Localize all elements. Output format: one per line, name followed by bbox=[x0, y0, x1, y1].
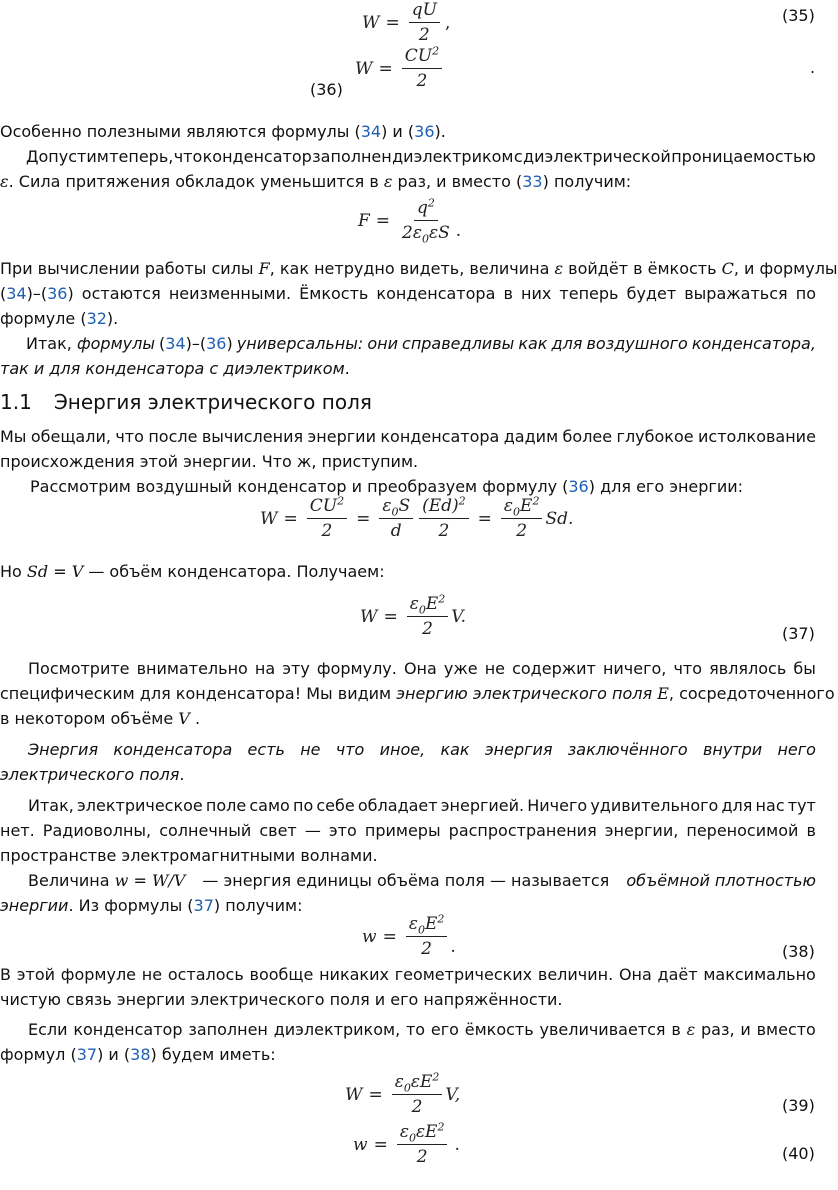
paragraph-universal-line2: так и для конденсатора с диэлектриком. bbox=[0, 359, 350, 378]
paragraph-consider: Рассмотрим воздушный конденсатор и преобразуем формулу (36) для его энергии: bbox=[30, 477, 744, 496]
formula-ref-link[interactable]: 34 bbox=[165, 334, 186, 353]
eq-operator: = bbox=[385, 12, 400, 33]
fraction: $\frac{\varepsilon_0S}{d}$ bbox=[379, 496, 413, 541]
paragraph-work-line3: формуле (32). bbox=[0, 309, 119, 328]
equation-40: w = $\frac{\varepsilon_0\varepsilon E^2}{2}$ . bbox=[353, 1120, 460, 1167]
equation-energy-chain: W = $\frac{CU^2}{2}$ = $\frac{\varepsilon_0S}{d}$ $\frac{(Ed)^2}{2}$ = $\frac{\varepsilon_0E^2}{2}$ Sd. bbox=[260, 494, 574, 541]
equation-36 bbox=[355, 46, 445, 91]
eq-number-36: (36) bbox=[310, 80, 343, 99]
formula-ref-link[interactable]: 36 bbox=[568, 477, 589, 496]
section-heading bbox=[0, 390, 372, 414]
paragraph-density-line1: Величина w = W/V — энергия единицы объёма поля — называется объёмной плотностью bbox=[28, 871, 816, 890]
formula-ref-link[interactable]: 36 bbox=[414, 122, 435, 141]
paragraph-lookat-line2: специфическим для конденсатора! Мы видим энергию электрического поля E, сосредоточенного bbox=[0, 684, 835, 703]
paragraph-work-line1: При вычислении работы силы F, как нетрудно видеть, величина ε войдёт в ёмкость C, и формулы bbox=[0, 259, 838, 278]
fraction: $\frac{\varepsilon_0\varepsilon E^2}{2}$ bbox=[392, 1072, 443, 1117]
eq-lhs: W bbox=[362, 12, 380, 33]
fraction: $\frac{\varepsilon_0E^2}{2}$ bbox=[407, 594, 449, 639]
eq-operator: = bbox=[378, 58, 393, 79]
fraction: $\frac{CU^2}{2}$ bbox=[307, 496, 347, 541]
paragraph-dielectric-line2: ε. Сила притяжения обкладок уменьшится в ε раз, и вместо (33) получим: bbox=[0, 172, 632, 191]
paragraph-capacitor-energy-line1: Энергия конденсатора есть не что иное, как энергия заключённого внутри него bbox=[28, 740, 816, 759]
equation-37: W = $\frac{\varepsilon_0E^2}{2}$ V. bbox=[360, 592, 466, 639]
paragraph-formulas-useful: Особенно полезными являются формулы (34) и (36). bbox=[0, 122, 446, 141]
formula-ref-link[interactable]: 32 bbox=[86, 309, 107, 328]
paragraph-field-energy-line2: нет. Радиоволны, солнечный свет — это примеры распространения энергии, переносимой в bbox=[0, 821, 816, 840]
fraction bbox=[402, 46, 442, 91]
paragraph-universal-line1: Итак, формулы (34)–(36) универсальны: они справедливы как для воздушного конденсатора, bbox=[26, 334, 816, 353]
formula-ref-link[interactable]: 33 bbox=[522, 172, 543, 191]
fraction: $\frac{\varepsilon_0E^2}{2}$ bbox=[406, 914, 448, 959]
paragraph-geometry-line2: чистую связь энергии электрического поля и его напряжённости. bbox=[0, 990, 563, 1009]
denominator: $2\varepsilon_0\varepsilon S$ bbox=[402, 223, 450, 246]
eq-lhs: W bbox=[355, 58, 373, 79]
formula-ref-link[interactable]: 36 bbox=[206, 334, 227, 353]
paragraph-dielectric-filled-line1: Если конденсатор заполнен диэлектриком, то его ёмкость увеличивается в ε раз, и вместо bbox=[28, 1020, 816, 1039]
eq-operator: = bbox=[375, 210, 391, 231]
equation-38: w = $\frac{\varepsilon_0E^2}{2}$ . bbox=[362, 912, 456, 959]
equation-force bbox=[358, 196, 462, 246]
section-number: 1.1 bbox=[0, 390, 32, 414]
denominator: 2 bbox=[416, 71, 428, 91]
formula-ref-link[interactable]: 34 bbox=[360, 122, 382, 141]
paragraph-dielectric-line1: Допустим теперь, что конденсатор заполнен диэлектриком с диэлектрической проницаемостью bbox=[26, 147, 816, 166]
fraction bbox=[399, 196, 453, 246]
formula-ref-link[interactable]: 34 bbox=[6, 284, 27, 303]
paragraph-field-energy-line1: Итак, электрическое поле само по себе обладает энергией. Ничего удивительного для нас тут bbox=[28, 796, 816, 815]
formula-ref-link[interactable]: 36 bbox=[47, 284, 68, 303]
eq-lhs: F bbox=[358, 210, 370, 231]
eq-punct: . bbox=[810, 58, 816, 77]
eq-number-37: (37) bbox=[782, 624, 815, 643]
equation-39: W = $\frac{\varepsilon_0\varepsilon E^2}{2}$ V, bbox=[345, 1070, 461, 1117]
fraction: $\frac{\varepsilon_0\varepsilon E^2}{2}$ bbox=[397, 1122, 448, 1167]
numerator: $q^2$ bbox=[414, 198, 438, 221]
formula-ref-link[interactable]: 37 bbox=[193, 896, 214, 915]
eq-number-38: (38) bbox=[782, 942, 815, 961]
eq-number-40: (40) bbox=[782, 1144, 815, 1163]
numerator: $CU^2$ bbox=[402, 46, 442, 69]
eq-punct: . bbox=[455, 221, 462, 241]
paragraph-capacitor-energy-line2: электрического поля. bbox=[0, 765, 185, 784]
paragraph-lookat-line1: Посмотрите внимательно на эту формулу. Она уже не содержит ничего, что являлось бы bbox=[28, 659, 816, 678]
paragraph-dielectric-filled-line2: формул (37) и (38) будем иметь: bbox=[0, 1045, 276, 1064]
fraction: $\frac{(Ed)^2}{2}$ bbox=[419, 496, 469, 541]
denominator: 2 bbox=[418, 25, 430, 45]
paragraph-work-line2: (34)–(36) остаются неизменными. Ёмкость конденсатора в них теперь будет выражаться по bbox=[0, 284, 816, 303]
paragraph-lookat-line3: в некотором объёме V . bbox=[0, 709, 201, 728]
paragraph-density-line2: энергии. Из формулы (37) получим: bbox=[0, 896, 303, 915]
eq-number-39: (39) bbox=[782, 1096, 815, 1115]
formula-ref-link[interactable]: 38 bbox=[130, 1045, 151, 1064]
eq-punct: , bbox=[444, 12, 451, 33]
fraction: $\frac{\varepsilon_0E^2}{2}$ bbox=[501, 496, 543, 541]
formula-ref-link[interactable]: 37 bbox=[76, 1045, 98, 1064]
equation-35 bbox=[362, 0, 450, 45]
paragraph-field-energy-line3: пространстве электромагнитными волнами. bbox=[0, 846, 378, 865]
paragraph-volume: Но Sd = V — объём конденсатора. Получаем: bbox=[0, 562, 385, 581]
numerator: qU bbox=[409, 0, 440, 23]
fraction bbox=[409, 0, 440, 45]
paragraph-promised-line1: Мы обещали, что после вычисления энергии конденсатора дадим более глубокое истолкование bbox=[0, 427, 816, 446]
paragraph-geometry-line1: В этой формуле не осталось вообще никаких геометрических величин. Она даёт максимально bbox=[0, 965, 816, 984]
eq-number-35: (35) bbox=[782, 6, 815, 25]
paragraph-promised-line2: происхождения этой энергии. Что ж, приступим. bbox=[0, 452, 419, 471]
section-title: Энергия электрического поля bbox=[53, 390, 372, 414]
